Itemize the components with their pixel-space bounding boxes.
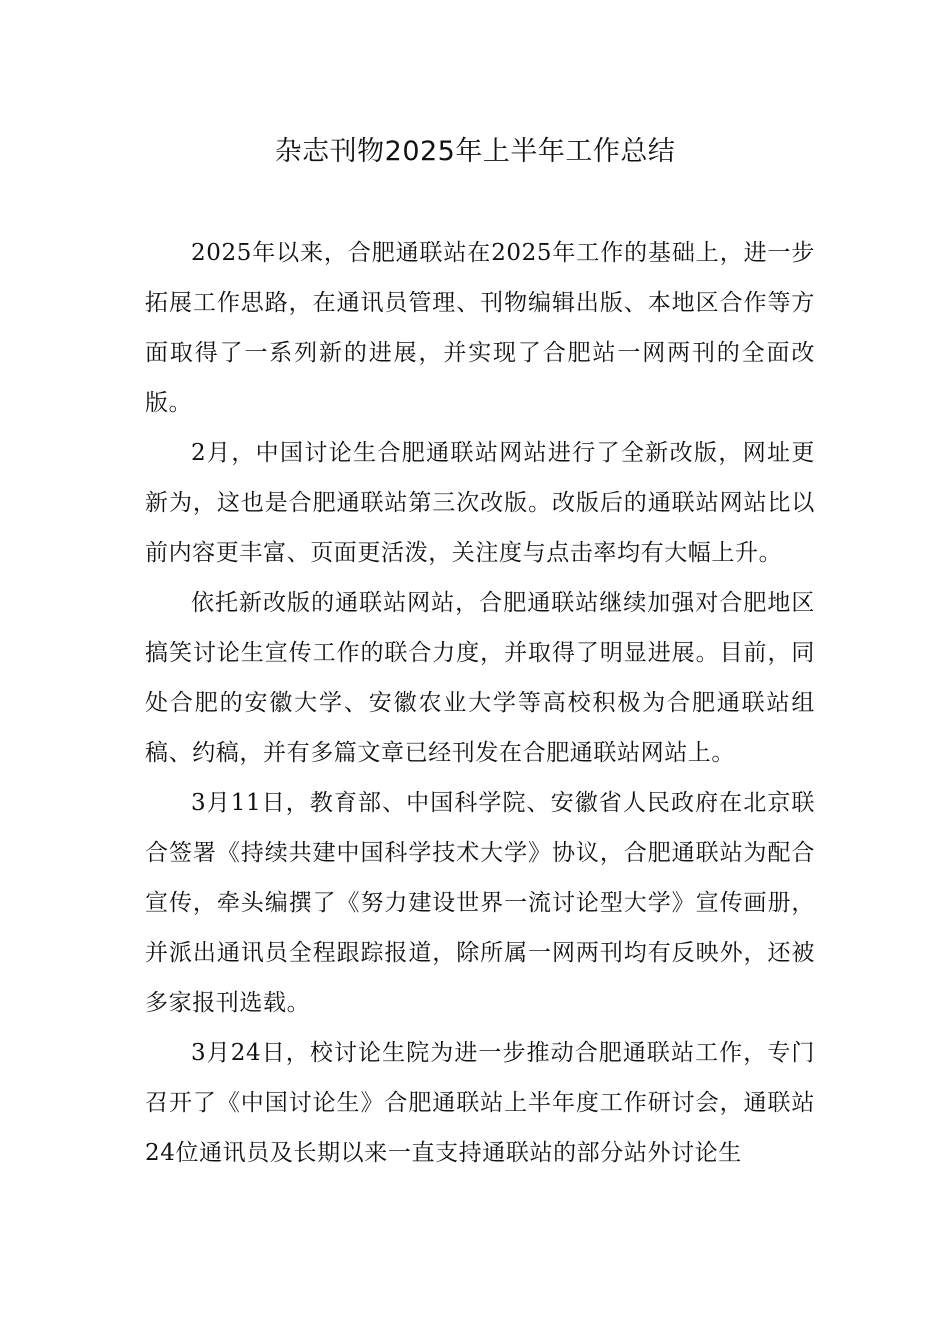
paragraph-3: 依托新改版的通联站网站，合肥通联站继续加强对合肥地区搞笑讨论生宣传工作的联合力度，并取得了明显进展。目前，同处合肥的安徽大学、安徽农业大学等高校积极为合肥通联站组稿、约稿，并有多篇文章已经刊发在合肥通联站网站上。 [145, 590, 815, 766]
paragraph-1: 2025年以来，合肥通联站在2025年工作的基础上，进一步拓展工作思路，在通讯员管理、刊物编辑出版、本地区合作等方面取得了一系列新的进展，并实现了合肥站一网两刊的全面改版。 [145, 240, 815, 416]
document-title: 杂志刊物2025年上半年工作总结 [274, 136, 676, 167]
paragraph-5: 3月24日，校讨论生院为进一步推动合肥通联站工作，专门召开了《中国讨论生》合肥通联站上半年度工作研讨会，通联站24位通讯员及长期以来一直支持通联站的部分站外讨论生 [145, 1040, 815, 1166]
document-body [145, 228, 815, 1178]
paragraph-2: 2月，中国讨论生合肥通联站网站进行了全新改版，网址更新为，这也是合肥通联站第三次改版。改版后的通联站网站比以前内容更丰富、页面更活泼，关注度与点击率均有大幅上升。 [145, 440, 815, 566]
paragraph-4: 3月11日，教育部、中国科学院、安徽省人民政府在北京联合签署《持续共建中国科学技术大学》协议，合肥通联站为配合宣传，牵头编撰了《努力建设世界一流讨论型大学》宣传画册，并派出通讯员全程跟踪报道，除所属一网两刊均有反映外，还被多家报刊选载。 [145, 790, 815, 1016]
